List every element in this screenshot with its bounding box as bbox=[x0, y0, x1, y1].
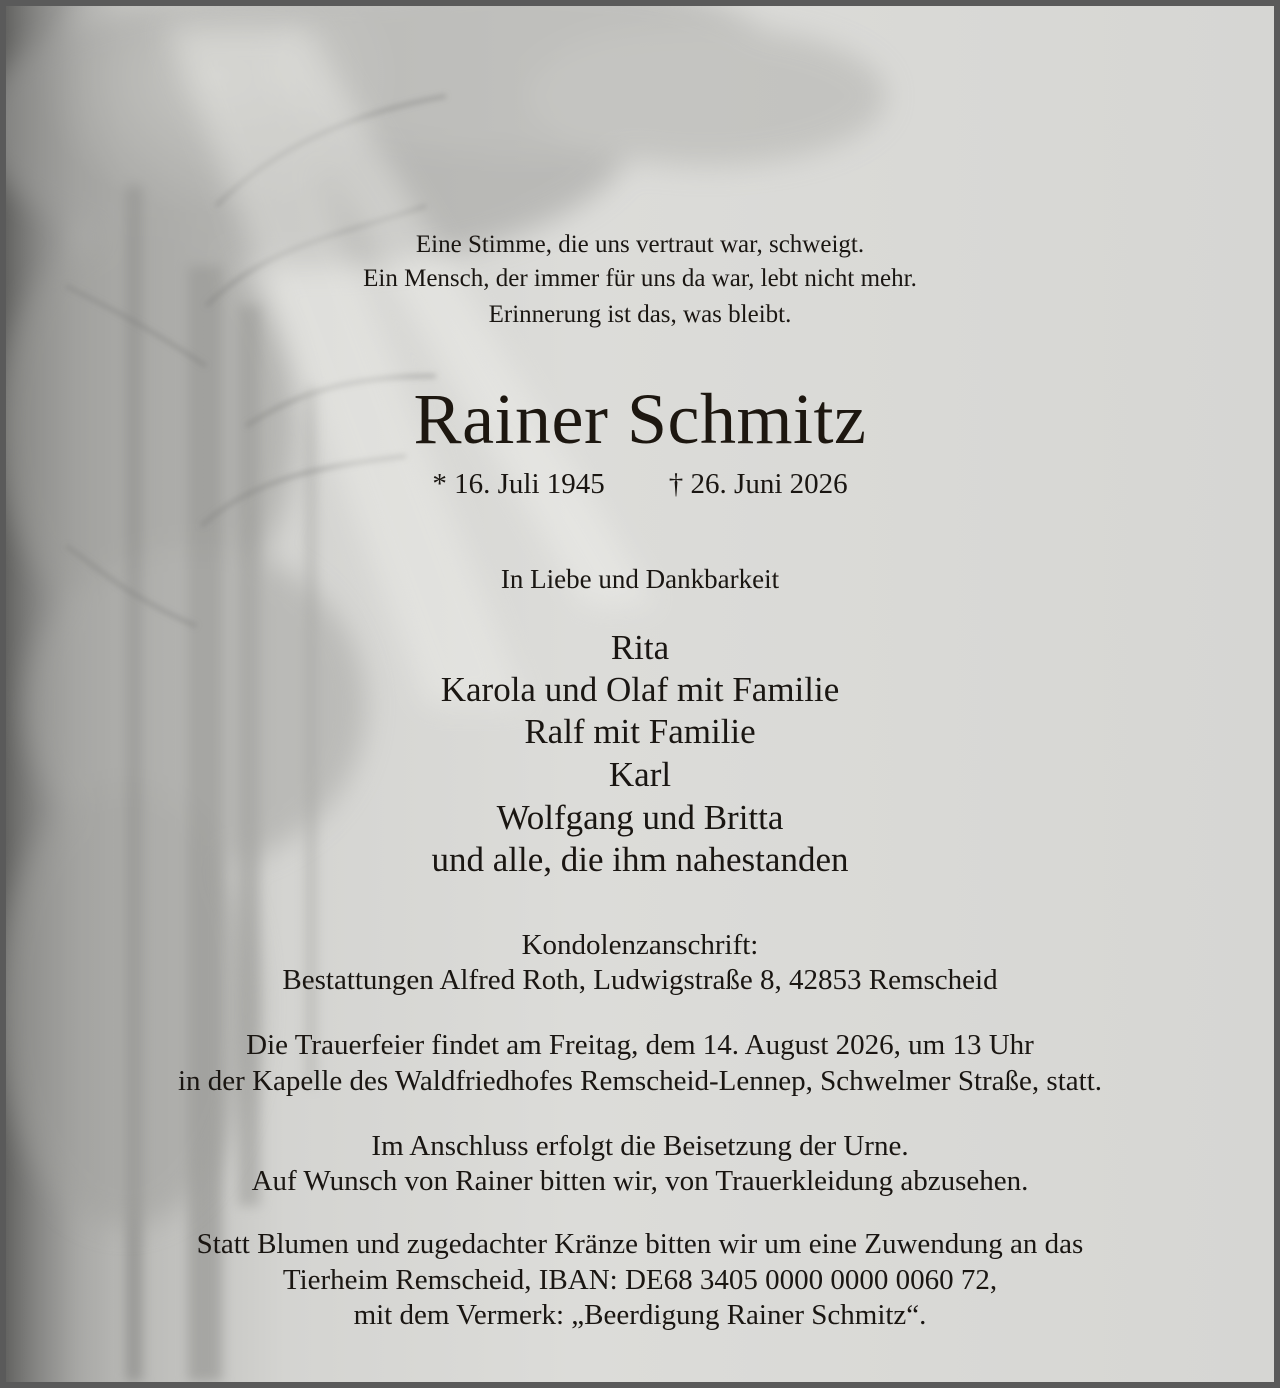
mourner-4: Karl bbox=[608, 755, 672, 794]
donation-line-3: mit dem Vermerk: „Beerdigung Rainer Schmitz“. bbox=[353, 1299, 927, 1331]
death-date: † 26. Juni 2026 bbox=[668, 468, 848, 500]
donation-line-1: Statt Blumen und zugedachter Kränze bitten wir um eine Zuwendung an das bbox=[196, 1228, 1084, 1260]
notice-content bbox=[6, 6, 1274, 1382]
ceremony-line-2: in der Kapelle des Waldfriedhofes Remscheid-Lennep, Schwelmer Straße, statt. bbox=[177, 1065, 1103, 1097]
mourner-5: Wolfgang und Britta bbox=[496, 798, 784, 837]
mourner-2: Karola und Olaf mit Familie bbox=[440, 670, 840, 709]
verse-line-3: Erinnerung ist das, was bleibt. bbox=[488, 301, 792, 328]
birth-date: * 16. Juli 1945 bbox=[432, 468, 605, 500]
verse-line-1: Eine Stimme, die uns vertraut war, schweigt. bbox=[415, 231, 865, 258]
life-dates bbox=[6, 468, 1274, 501]
mourner-1: Rita bbox=[610, 628, 670, 667]
condolence-label: Kondolenzanschrift: bbox=[521, 929, 759, 961]
mourner-3: Ralf mit Familie bbox=[524, 712, 756, 751]
donation-line-2: Tierheim Remscheid, IBAN: DE68 3405 0000 0000 0060 72, bbox=[282, 1264, 998, 1296]
burial-line-2: Auf Wunsch von Rainer bitten wir, von Trauerkleidung abzusehen. bbox=[251, 1165, 1029, 1197]
mourners-intro: In Liebe und Dankbarkeit bbox=[500, 564, 780, 594]
deceased-name: Rainer Schmitz bbox=[413, 379, 867, 459]
condolence-address: Bestattungen Alfred Roth, Ludwigstraße 8, 42853 Remscheid bbox=[282, 964, 998, 996]
verse-line-2: Ein Mensch, der immer für uns da war, lebt nicht mehr. bbox=[363, 265, 917, 292]
burial-line-1: Im Anschluss erfolgt die Beisetzung der Urne. bbox=[371, 1130, 909, 1162]
ceremony-line-1: Die Trauerfeier findet am Freitag, dem 14. August 2026, um 13 Uhr bbox=[246, 1029, 1034, 1061]
mourner-6: und alle, die ihm nahestanden bbox=[431, 840, 849, 879]
